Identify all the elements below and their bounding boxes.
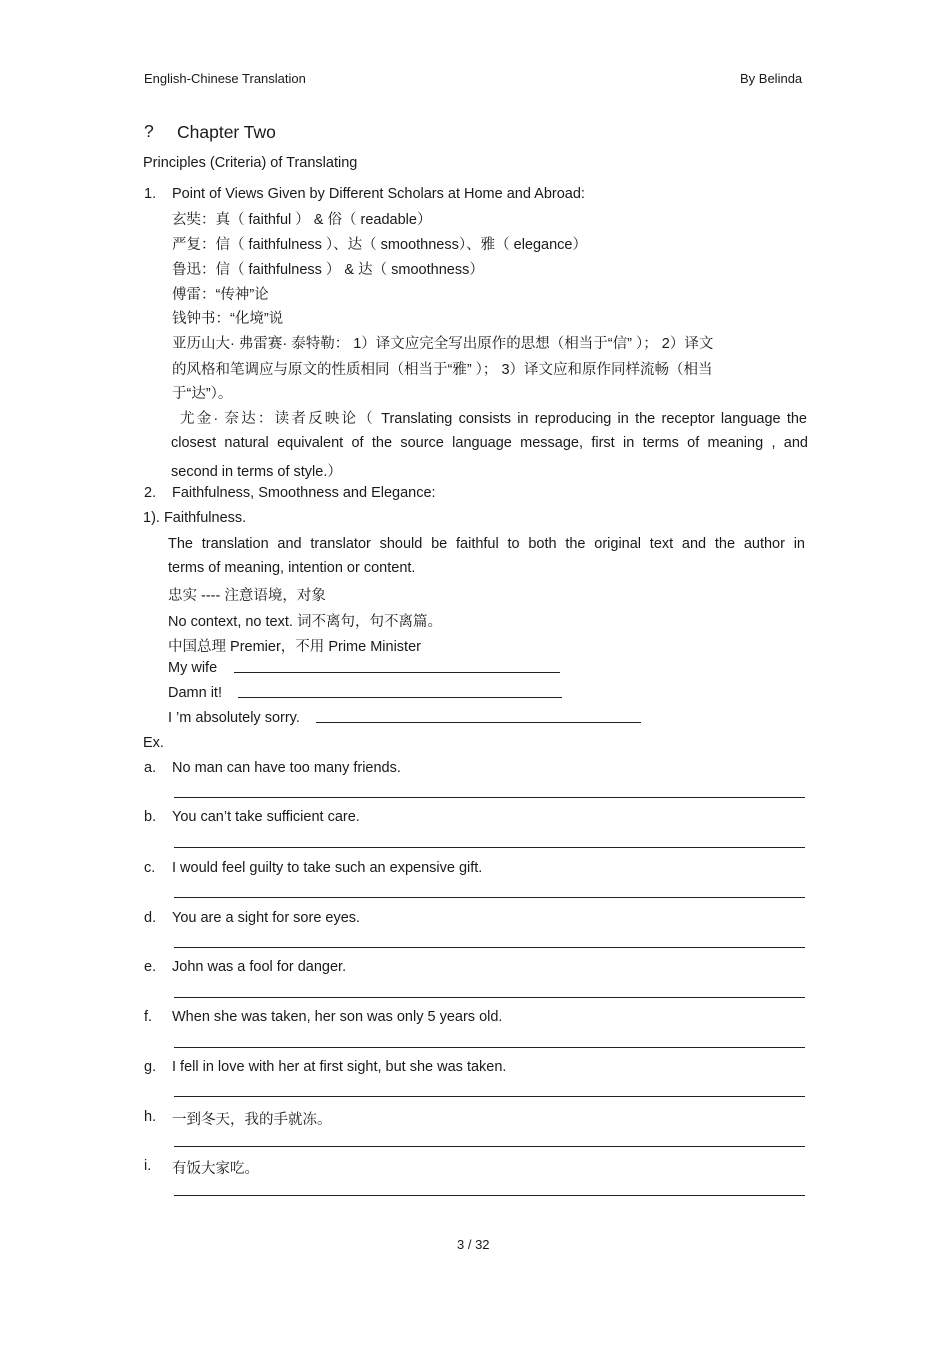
exercise-text: When she was taken, her son was only 5 years old. [172,1009,503,1025]
exercise-answer-line[interactable] [174,947,805,948]
note-premier: 中国总理 Premier，不用 Prime Minister [168,639,421,655]
scholar-luxun: 鲁迅：信（ faithfulness ） & 达（ smoothness） [172,262,484,278]
subsection1-title: 1). Faithfulness. [143,510,247,526]
fill-sorry-label: I ’m absolutely sorry. [168,710,300,726]
nida-line-2: closest natural equivalent of the source language message, first in terms of meaning , and [171,435,808,451]
chapter-title: Chapter Two [177,122,276,142]
tytler-line-2: 的风格和笔调应与原文的性质相同（相当于“雅” ）； 3）译文应和原作同样流畅（相当 [172,362,713,378]
section2-title: Faithfulness, Smoothness and Elegance: [172,485,436,501]
chapter-marker: ? [144,121,154,141]
exercise-answer-line[interactable] [174,1195,805,1196]
exercise-text: No man can have too many friends. [172,760,401,776]
scholar-xuanzang: 玄奘：真（ faithful ） & 俗（ readable） [172,212,432,228]
section2-number: 2. [144,485,157,501]
header-right: By Belinda [740,71,803,86]
fill-my-wife-blank[interactable] [234,672,560,673]
fill-sorry-blank[interactable] [316,722,641,723]
exercise-answer-line[interactable] [174,1146,805,1147]
scholar-yanfu: 严复：信（ faithfulness ）、达（ smoothness）、雅（ elegance） [172,237,587,253]
exercises-label: Ex. [143,735,164,751]
faithfulness-para-line-2: terms of meaning, intention or content. [168,560,416,576]
header-left: English-Chinese Translation [144,71,306,86]
exercise-text: 一到冬天，我的手就冻。 [172,1112,332,1128]
exercise-text: You can’t take sufficient care. [172,809,360,825]
exercise-letter: i. [144,1158,152,1174]
exercise-answer-line[interactable] [174,1047,805,1048]
nida-line-3: second in terms of style.） [171,464,342,480]
page-number: 3 / 32 [457,1237,490,1252]
exercise-letter: a. [144,760,157,776]
nida-line-1: 尤金· 奈达：读者反映论（ Translating consists in reproducing in the receptor language the [180,411,807,427]
tytler-line-3: 于“达”）。 [172,386,233,402]
exercise-letter: c. [144,860,156,876]
scholar-fulei: 傅雷：“传神”论 [172,287,269,303]
exercise-letter: g. [144,1059,157,1075]
exercise-answer-line[interactable] [174,1096,805,1097]
exercise-answer-line[interactable] [174,847,805,848]
exercise-letter: b. [144,809,157,825]
exercise-text: You are a sight for sore eyes. [172,910,361,926]
exercise-text: John was a fool for danger. [172,959,347,975]
exercise-letter: e. [144,959,157,975]
exercise-answer-line[interactable] [174,897,805,898]
exercise-letter: f. [144,1009,153,1025]
section1-title: Point of Views Given by Different Scholars at Home and Abroad: [172,186,585,202]
exercise-answer-line[interactable] [174,797,805,798]
fill-damn-it-blank[interactable] [238,697,562,698]
fill-my-wife-label: My wife [168,660,218,676]
exercise-text: I would feel guilty to take such an expensive gift. [172,860,483,876]
note-no-context: No context, no text. 词不离句，句不离篇。 [168,614,442,630]
scholar-qianzhongshu: 钱钟书：“化境”说 [172,311,284,327]
exercise-letter: h. [144,1109,157,1125]
exercise-letter: d. [144,910,157,926]
tytler-line-1: 亚历山大· 弗雷赛· 泰特勒： 1）译文应完全写出原作的思想（相当于“信” ）； 2）译文 [172,336,714,352]
exercise-answer-line[interactable] [174,997,805,998]
exercise-text: I fell in love with her at first sight, but she was taken. [172,1059,507,1075]
section1-number: 1. [144,186,157,202]
note-context: 忠实 ---- 注意语境，对象 [168,588,326,604]
exercise-text: 有饭大家吃。 [172,1161,259,1177]
faithfulness-para-line-1: The translation and translator should be faithful to both the original text and the author in [168,536,805,552]
subtitle: Principles (Criteria) of Translating [143,155,358,171]
fill-damn-it-label: Damn it! [168,685,222,701]
